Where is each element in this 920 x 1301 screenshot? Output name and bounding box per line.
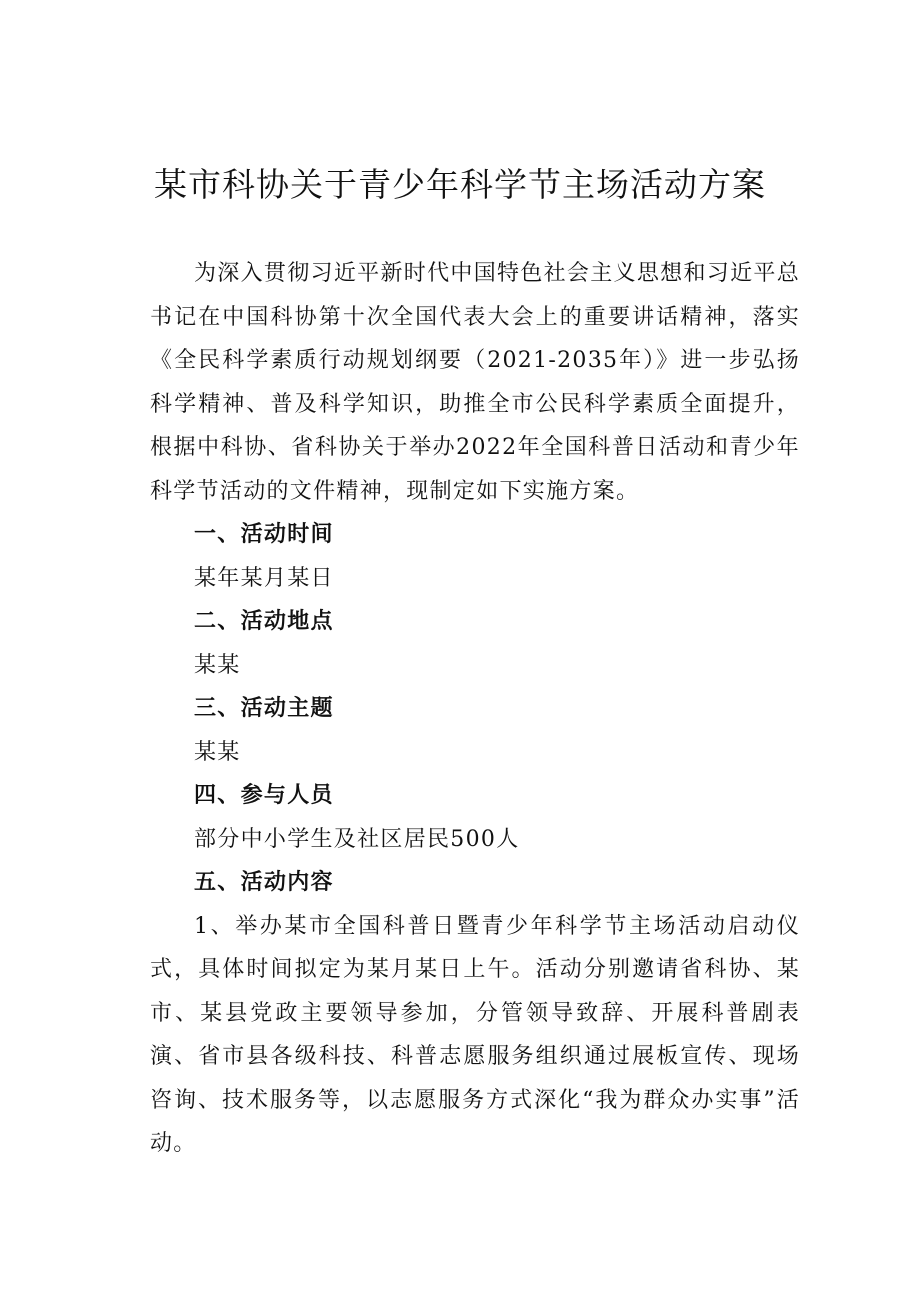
- section-heading-participants: 四、参与人员: [194, 782, 334, 808]
- section-text-location: 某某: [194, 652, 241, 678]
- document-title: 某市科协关于青少年科学节主场活动方案: [154, 165, 766, 204]
- section-heading-time: 一、活动时间: [194, 521, 334, 547]
- section-heading-location: 二、活动地点: [194, 608, 334, 634]
- section-heading-content: 五、活动内容: [194, 869, 334, 895]
- section-heading-theme: 三、活动主题: [194, 695, 334, 721]
- intro-paragraph: 为深入贯彻习近平新时代中国特色社会主义思想和习近平总书记在中国科协第十次全国代表大会上的重要讲话精神，落实《全民科学素质行动规划纲要（2021-2035年）》进一步弘扬科学精神、普及科学知识，助推全市公民科学素质全面提升，根据中科协、省科协关于举办2022年全国科普日活动和青少年科学节活动的文件精神，现制定如下实施方案。: [150, 261, 800, 504]
- section-text-theme: 某某: [194, 739, 241, 765]
- section-text-time: 某年某月某日: [194, 565, 334, 591]
- document-body: [150, 252, 800, 1166]
- section-text-participants: 部分中小学生及社区居民500人: [194, 826, 520, 852]
- section-text-content: 1、举办某市全国科普日暨青少年科学节主场活动启动仪式，具体时间拟定为某月某日上午。活动分别邀请省科协、某市、某县党政主要领导参加，分管领导致辞、开展科普剧表演、省市县各级科技、科普志愿服务组织通过展板宣传、现场咨询、技术服务等，以志愿服务方式深化“我为群众办实事”活动。: [150, 913, 800, 1156]
